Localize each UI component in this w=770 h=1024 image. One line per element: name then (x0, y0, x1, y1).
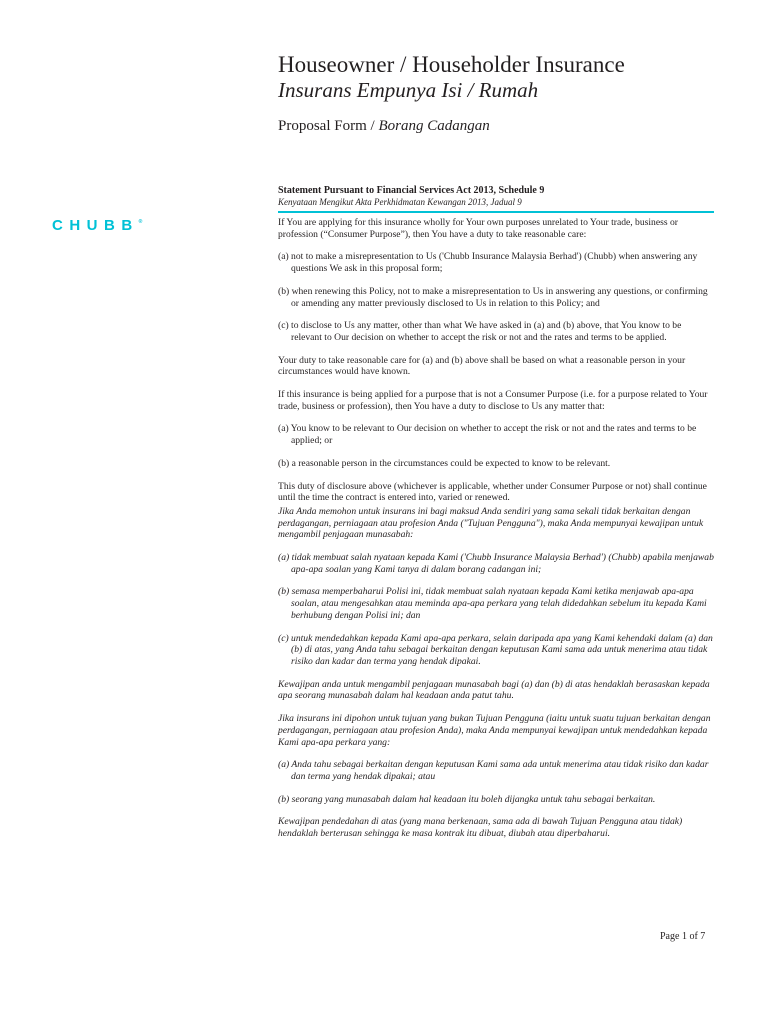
form-label: Proposal Form / (278, 118, 379, 134)
disclose-item-b: (b) a reasonable person in the circumstances could be expected to know to be relevant. (278, 457, 611, 469)
document-title: Houseowner / Householder Insurance (278, 52, 625, 77)
document-title-malay: Insurans Empunya Isi / Rumah (278, 78, 539, 102)
consumer-intro: If You are applying for this insurance wholly for Your own purposes unrelated to Your trade, business or profession (“Consumer Purpose”), then You have a duty to take reasonable care: (278, 217, 678, 240)
duty-item-c: (c) to disclose to Us any matter, other than what We have asked in (a) and (b) above, that You know to be relevant to Our decision on whether to accept the risk or not and the rates and terms to be applied. (278, 320, 682, 343)
logo-text: CHUBB (52, 217, 139, 234)
reasonable-care-paragraph: Your duty to take reasonable care for (a) and (b) above shall be based on what a reasonable person in your circumstances would have known. (278, 354, 686, 378)
statement-heading-malay: Kenyataan Mengikut Akta Perkhidmatan Kewangan 2013, Jadual 9 (278, 197, 522, 207)
reasonable-care-paragraph-malay: Kewajipan anda untuk mengambil penjagaan munasabah bagi (a) dan (b) di atas hendaklah berasaskan kepada apa seorang munasabah dalam hal keadaan anda patut tahu. (278, 678, 710, 702)
english-section (278, 217, 714, 504)
duty-item-c-malay: (c) untuk mendedahkan kepada Kami apa-apa perkara, selain daripada apa yang Kami kehendaki dalam (a) dan (b) di atas, yang Anda tahu sebagai berkaitan dengan keputusan Kami sama ada untuk menerima atau tidak risiko dan kadar dan terma yang hendak dipakai. (278, 632, 713, 667)
document-body (278, 52, 714, 851)
duty-continuation-paragraph-malay: Kewajipan pendedahan di atas (yang mana berkenaan, sama ada di bawah Tujuan Pengguna atau tidak) hendaklah berterusan sehingga ke masa kontrak itu dibuat, diubah atau diperbaharui. (278, 816, 683, 840)
disclose-item-a: (a) You know to be relevant to Our decision on whether to accept the risk or not and the rates and terms to be applied; or (278, 423, 697, 447)
non-consumer-intro-malay: Jika insurans ini dipohon untuk tujuan yang bukan Tujuan Pengguna (iaitu untuk suatu tujuan berkaitan dengan perdagangan, perniagaan atau profesion Anda), maka Anda mempunyai kewajipan untuk mendedahkan kepada Kami apa-apa perkara yang: (278, 713, 711, 748)
consumer-intro-malay: Jika Anda memohon untuk insurans ini bagi maksud Anda sendiri yang sama sekali tidak berkaitan dengan perdagangan, perniagaan atau profesion Anda ("Tujuan Pengguna"), maka Anda mempunyai kewajipan untuk mengambil penjagaan munasabah: (278, 505, 704, 541)
duty-item-b: (b) when renewing this Policy, not to make a misrepresentation to Us in answering any questions, or confirming or amending any matter previously disclosed to Us in relation to this Policy; and (278, 285, 708, 309)
duty-continuation-paragraph: This duty of disclosure above (whichever is applicable, whether under Consumer Purpose or not) shall continue until the time the contract is entered into, varied or renewed. (278, 480, 707, 504)
heading-divider (278, 211, 714, 213)
non-consumer-intro: If this insurance is being applied for a purpose that is not a Consumer Purpose (i.e. for a purpose related to Your trade, business or profession), then You have a duty to disclose to Us any matter that: (278, 389, 708, 412)
malay-section (278, 506, 714, 840)
registered-mark: ® (138, 219, 143, 225)
duty-item-a-malay: (a) tidak membuat salah nyataan kepada Kami ('Chubb Insurance Malaysia Berhad') (Chubb) apabila menjawab apa-apa soalan yang Kami tanya di dalam borang cadangan ini; (278, 552, 714, 575)
chubb-logo (52, 217, 142, 234)
statement-heading: Statement Pursuant to Financial Services Act 2013, Schedule 9 (278, 185, 545, 196)
disclose-item-a-malay: (a) Anda tahu sebagai berkaitan dengan keputusan Kami sama ada untuk menerima atau tidak risiko dan kadar dan terma yang hendak dipakai; atau (278, 759, 709, 782)
form-title (278, 117, 714, 135)
duty-item-b-malay: (b) semasa memperbaharui Polisi ini, tidak membuat salah nyataan kepada Kami ketika menjawab apa-apa soalan, atau mengesahkan atau meminda apa-apa perkara yang telah didedahkan sebelum itu kepada Kami berhubung dengan Polisi ini; dan (278, 586, 707, 621)
disclose-item-b-malay: (b) seorang yang munasabah dalam hal keadaan itu boleh dijangka untuk tahu sebagai berkaitan. (278, 793, 656, 805)
page-number: Page 1 of 7 (660, 931, 706, 942)
form-label-malay: Borang Cadangan (378, 118, 490, 134)
duty-item-a: (a) not to make a misrepresentation to Us ('Chubb Insurance Malaysia Berhad') (Chubb) when answering any questions We ask in this proposal form; (278, 251, 698, 275)
